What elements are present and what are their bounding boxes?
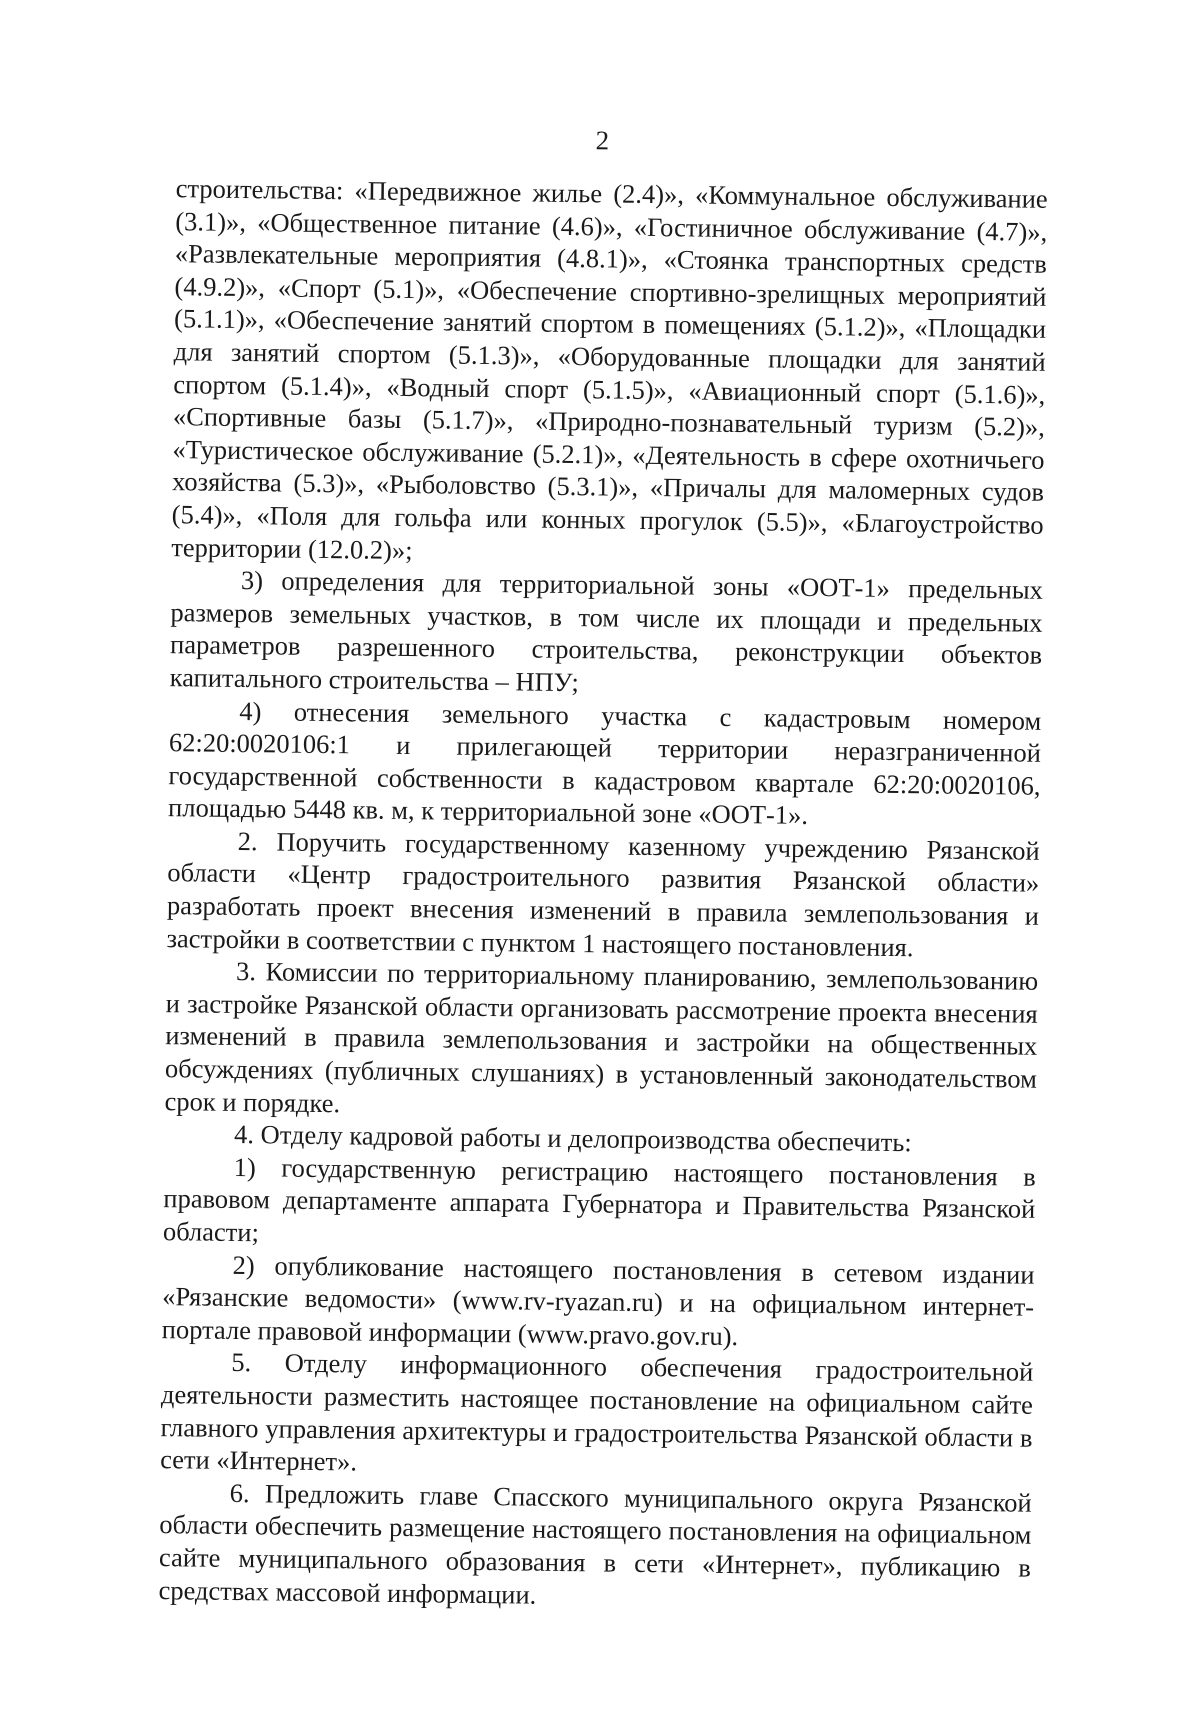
paragraph-clause-2: 2. Поручить государственному казенному учреждению Рязанской области «Центр градостроительного развития Рязанской области» разработать проект внесения изменений в правила землепользования и застройки в соответствии с пунктом 1 настоящего постановления. — [166, 825, 1040, 962]
document-body — [158, 172, 1047, 1617]
paragraph-clause-6: 6. Предложить главе Спасского муниципального округа Рязанской области обеспечить размещение настоящего постановления на официальном сайте муниципального образования в сети «Интернет», публикацию в средствах массовой информации. — [158, 1477, 1032, 1610]
paragraph-clause-4: 4. Отделу кадровой работы и делопроизводства обеспечить: — [233, 1119, 912, 1158]
paragraph-clause-4-1: 1) государственную регистрацию настоящего постановления в правовом департаменте аппарата Губернатора и Правительства Рязанской области; — [162, 1151, 1036, 1248]
paragraph-list-continuation: строительства: «Передвижное жилье (2.4)», «Коммунальное обслуживание (3.1)», «Общественное питание (4.6)», «Гостиничное обслуживание (4.7)», «Развлекательные мероприятия (4.8.1)», «Стоянка транспортных средств (4.9.2)», «Спорт (5.1)», «Обеспечение спортивно-зрелищных мероприятий (5.1.1)», «Обеспечение занятий спортом в помещениях (5.1.2)», «Площадки для занятий спортом (5.1.3)», «Оборудованные площадки для занятий спортом (5.1.4)», «Водный спорт (5.1.5)», «Авиационный спорт (5.1.6)», «Спортивные базы (5.1.7)», «Природно-познавательный туризм (5.2)», «Туристическое обслуживание (5.2.1)», «Деятельность в сфере охотничьего хозяйства (5.3)», «Рыболовство (5.3.1)», «Причалы для маломерных судов (5.4)», «Поля для гольфа или конных прогулок (5.5)», «Благоустройство территории (12.0.2)»; — [171, 173, 1048, 565]
paragraph-item-4: 4) отнесения земельного участка с кадастровым номером 62:20:0020106:1 и прилегающей территории неразграниченной государственной собственности в кадастровом квартале 62:20:0020106, площадью 5448 кв. м, к территориальной зоне «ООТ-1». — [167, 695, 1042, 831]
paragraph-clause-3: 3. Комиссии по территориальному планированию, землепользованию и застройке Рязанской области организовать рассмотрение проекта внесения изменений в правила землепользования и застройки на общественных обсуждениях (публичных слушаниях) в установленный законодательством срок и порядке. — [164, 956, 1039, 1118]
paragraph-clause-4-2: 2) опубликование настоящего постановления в сетевом издании «Рязанские ведомости» (www.rv-ryazan.ru) и на официальном интернет-портале правовой информации (www.pravo.gov.ru). — [161, 1249, 1035, 1351]
page-number: 2 — [595, 125, 610, 156]
paragraph-clause-5: 5. Отделу информационного обеспечения градостроительной деятельности разместить настоящее постановление на официальном сайте главного управления архитектуры и градостроительства Рязанской области в сети «Интернет». — [160, 1347, 1034, 1477]
paragraph-item-3: 3) определения для территориальной зоны «ООТ-1» предельных размеров земельных участков, в том числе их площади и предельных параметров разрешенного строительства, реконструкции объектов капитального строительства – НПУ; — [169, 565, 1044, 698]
